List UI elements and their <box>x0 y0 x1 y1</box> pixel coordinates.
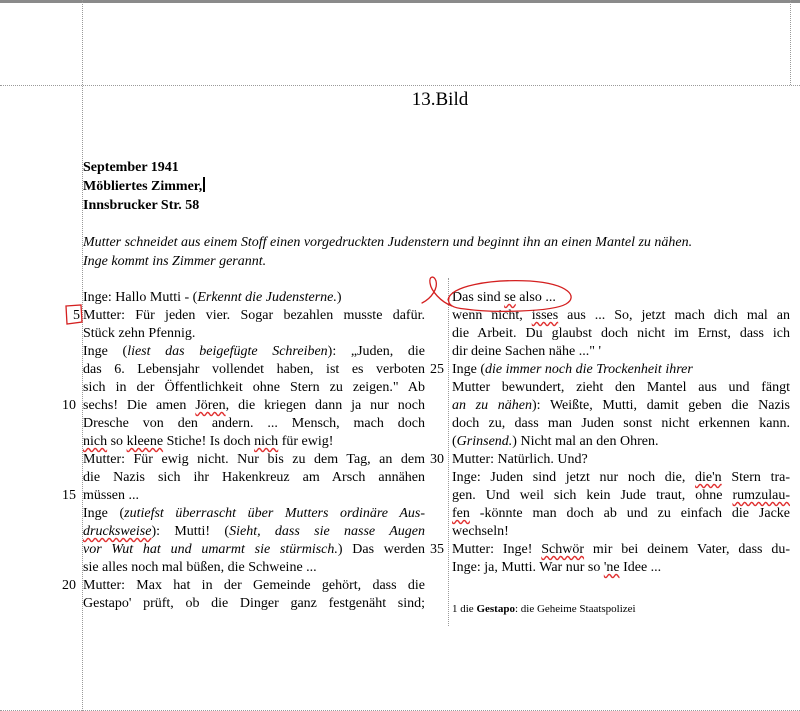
text-line: fen -könnte man doch ab und zu einfach die Jacke <box>452 506 790 521</box>
page-title: 13.Bild <box>411 89 469 110</box>
text-line: Inge (liest das beigefügte Schreiben): „Juden, die <box>83 344 425 359</box>
heading-room-text: Möbliertes Zimmer, <box>83 179 203 194</box>
text-line: Mutter bewundert, zieht den Mantel aus und fängt <box>452 380 790 395</box>
text-line: Stück zehn Pfennig. <box>83 326 196 341</box>
text-line: Inge (die immer noch die Trockenheit ihrer <box>452 362 693 377</box>
text-line: Inge (zutiefst überrascht über Mutters ordinäre Aus- <box>83 506 425 521</box>
stage-direction-line: Inge kommt ins Zimmer gerannt. <box>83 254 267 269</box>
annotation-circle <box>448 281 571 312</box>
line-number: 10 <box>62 398 76 413</box>
text-line: drucksweise): Mutti! (Sieht, dass sie nasse Augen <box>83 524 425 539</box>
text-line: wenn nicht, isses aus ... So, jetzt mach dich mal an <box>452 308 790 323</box>
line-number: 5 <box>73 308 80 323</box>
text-line: sie alles noch mal büßen, die Schweine ... <box>83 560 317 575</box>
text-line: Mutter: Für ewig nicht. Nur bis zu dem Tag, an dem <box>83 452 425 467</box>
text-line: dir deine Sachen nähe ..." ' <box>452 344 601 359</box>
text-line: nich so kleene Stiche! Is doch nich für ewig! <box>83 434 334 449</box>
footnote-definition: : die Geheime Staatspolizei <box>514 603 636 615</box>
stage-direction-line: Mutter schneidet aus einem Stoff einen vorgedruckten Judenstern und beginnt ihn an einen Mantel zu nähen. <box>83 235 693 250</box>
text-line: sechs! Die amen Jören, die kriegen dann ja nur noch <box>83 398 425 413</box>
text-line: sich in der Öffentlichkeit ohne Stern zu zeigen." Ab <box>83 380 425 395</box>
text-line: wechseln! <box>452 524 509 539</box>
text-line: Inge: ja, Mutti. War nur so 'ne Idee ... <box>452 560 662 575</box>
annotation-arrow-stroke <box>422 277 452 306</box>
text-line: gen. Und weil sich kein Jude traut, ohne rumzulau- <box>452 488 790 503</box>
line-number: 20 <box>62 578 76 593</box>
text-line: Mutter: Natürlich. Und? <box>452 452 588 467</box>
text-line: die Nazis sich ihr Hakenkreuz am Arsch annähen <box>83 470 425 485</box>
text-line: an zu nähen): Weißte, Mutti, damit geben die Nazis <box>452 398 790 413</box>
text-line: Mutter: Max hat in der Gemeinde gehört, dass die <box>83 578 425 593</box>
heading-date: September 1941 <box>83 160 179 175</box>
line-number: 35 <box>430 542 444 557</box>
annotation-box-line-number <box>66 305 82 324</box>
text-line: die Arbeit. Du glaubst doch nicht im Ernst, dass ich <box>452 326 790 341</box>
text-line: Inge: Hallo Mutti - (Erkennt die Judensterne.) <box>83 290 342 305</box>
line-number: 25 <box>430 362 444 377</box>
text-line: (Grinsend.) Nicht mal an den Ohren. <box>452 434 659 449</box>
text-line: vor Wut hat und umarmt sie stürmisch.) Das werden <box>83 542 426 557</box>
text-line: doch zu, dass man Juden sonst nicht erkennen kann. <box>452 416 790 431</box>
line-number: 30 <box>430 452 444 467</box>
text-line: Gestapo' prüft, ob die Dinger ganz festgenäht sind; <box>83 596 425 611</box>
text-line: Mutter: Für jeden vier. Sogar bezahlen musste dafür. <box>83 308 425 323</box>
heading-address: Innsbrucker Str. 58 <box>83 198 200 213</box>
line-number: 15 <box>62 488 76 503</box>
text-line: Dresche von den andern. ... Mensch, mach doch <box>83 416 425 431</box>
text-line: Mutter: Inge! Schwör mir bei deinem Vater, dass du- <box>452 542 790 557</box>
text-line: das 6. Lebensjahr vollendet haben, ist es verboten <box>83 362 425 377</box>
footnote-term: Gestapo <box>476 603 515 615</box>
text-line: müssen ... <box>83 488 139 503</box>
text-line: Inge: Juden sind jetzt nur noch die, die'n Stern tra- <box>452 470 791 485</box>
text-line: Das sind se also ... <box>452 290 556 305</box>
footnote-lead: die <box>460 603 474 615</box>
footnote-number: 1 <box>452 603 458 615</box>
